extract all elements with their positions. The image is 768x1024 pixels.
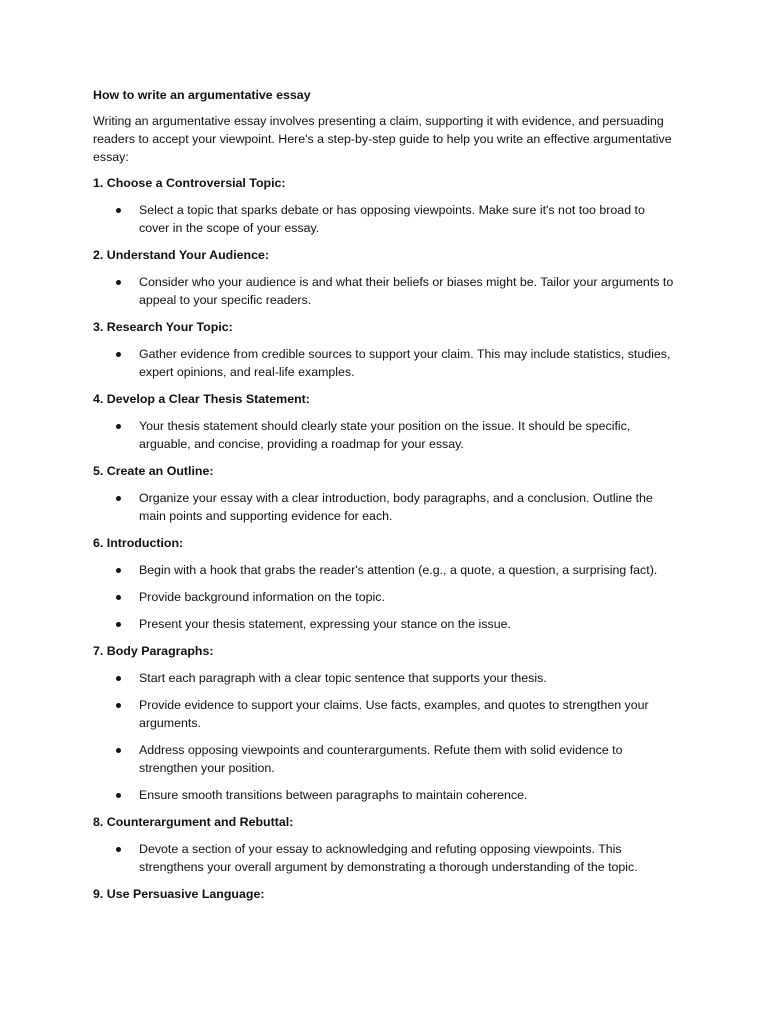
list-item-text: Start each paragraph with a clear topic sentence that supports your thesis. [139, 671, 547, 685]
section [93, 885, 678, 903]
section-heading: 6. Introduction: [93, 536, 184, 550]
bullet-dot-icon [116, 847, 121, 852]
bullet-list [93, 561, 678, 633]
bullet-dot-icon [116, 703, 121, 708]
bullet-dot-icon [116, 280, 121, 285]
list-item-text: Organize your essay with a clear introduction, body paragraphs, and a conclusion. Outline the main points and supporting evidence for each. [139, 491, 653, 523]
bullet-list [93, 273, 678, 309]
intro-paragraph: Writing an argumentative essay involves presenting a claim, supporting it with evidence, and persuading readers to accept your viewpoint. Here's a step-by-step guide to help you write an effective argumentative essay: [93, 114, 672, 164]
bullet-list [93, 201, 678, 237]
list-item [93, 786, 678, 804]
section-heading: 4. Develop a Clear Thesis Statement: [93, 392, 310, 406]
section-heading: 2. Understand Your Audience: [93, 248, 270, 262]
list-item [93, 741, 678, 777]
section [93, 534, 678, 633]
list-item-text: Provide evidence to support your claims. Use facts, examples, and quotes to strengthen your arguments. [139, 698, 649, 730]
section-heading: 7. Body Paragraphs: [93, 644, 214, 658]
bullet-list [93, 417, 678, 453]
section [93, 462, 678, 525]
bullet-list [93, 840, 678, 876]
list-item [93, 840, 678, 876]
list-item-text: Begin with a hook that grabs the reader's attention (e.g., a quote, a question, a surprising fact). [139, 563, 658, 577]
bullet-dot-icon [116, 208, 121, 213]
bullet-dot-icon [116, 352, 121, 357]
bullet-list [93, 489, 678, 525]
section [93, 174, 678, 237]
list-item-text: Address opposing viewpoints and counterarguments. Refute them with solid evidence to strengthen your position. [139, 743, 623, 775]
section [93, 813, 678, 876]
section [93, 246, 678, 309]
list-item-text: Ensure smooth transitions between paragraphs to maintain coherence. [139, 788, 528, 802]
section [93, 318, 678, 381]
list-item-text: Gather evidence from credible sources to support your claim. This may include statistics, studies, expert opinions, and real-life examples. [139, 347, 671, 379]
bullet-dot-icon [116, 622, 121, 627]
section [93, 642, 678, 804]
list-item [93, 273, 678, 309]
list-item-text: Select a topic that sparks debate or has opposing viewpoints. Make sure it's not too broad to cover in the scope of your essay. [139, 203, 645, 235]
section-heading: 5. Create an Outline: [93, 464, 214, 478]
list-item-text: Provide background information on the topic. [139, 590, 385, 604]
sections-container [93, 174, 678, 903]
section-heading: 8. Counterargument and Rebuttal: [93, 815, 294, 829]
list-item [93, 345, 678, 381]
bullet-dot-icon [116, 793, 121, 798]
bullet-dot-icon [116, 748, 121, 753]
list-item [93, 417, 678, 453]
bullet-dot-icon [116, 424, 121, 429]
list-item-text: Present your thesis statement, expressing your stance on the issue. [139, 617, 511, 631]
bullet-list [93, 669, 678, 804]
list-item [93, 615, 678, 633]
list-item-text: Devote a section of your essay to acknowledging and refuting opposing viewpoints. This strengthens your overall argument by demonstrating a thorough understanding of the topic. [139, 842, 638, 874]
bullet-dot-icon [116, 568, 121, 573]
section [93, 390, 678, 453]
document-title: How to write an argumentative essay [93, 88, 311, 102]
bullet-dot-icon [116, 595, 121, 600]
document-page [93, 86, 678, 912]
bullet-dot-icon [116, 676, 121, 681]
list-item [93, 201, 678, 237]
bullet-dot-icon [116, 496, 121, 501]
section-heading: 9. Use Persuasive Language: [93, 887, 265, 901]
bullet-list [93, 345, 678, 381]
list-item [93, 696, 678, 732]
list-item [93, 489, 678, 525]
list-item [93, 669, 678, 687]
section-heading: 3. Research Your Topic: [93, 320, 233, 334]
list-item [93, 561, 678, 579]
list-item [93, 588, 678, 606]
list-item-text: Your thesis statement should clearly state your position on the issue. It should be specific, arguable, and concise, providing a roadmap for your essay. [139, 419, 631, 451]
section-heading: 1. Choose a Controversial Topic: [93, 176, 286, 190]
list-item-text: Consider who your audience is and what their beliefs or biases might be. Tailor your arguments to appeal to your specific readers. [139, 275, 674, 307]
